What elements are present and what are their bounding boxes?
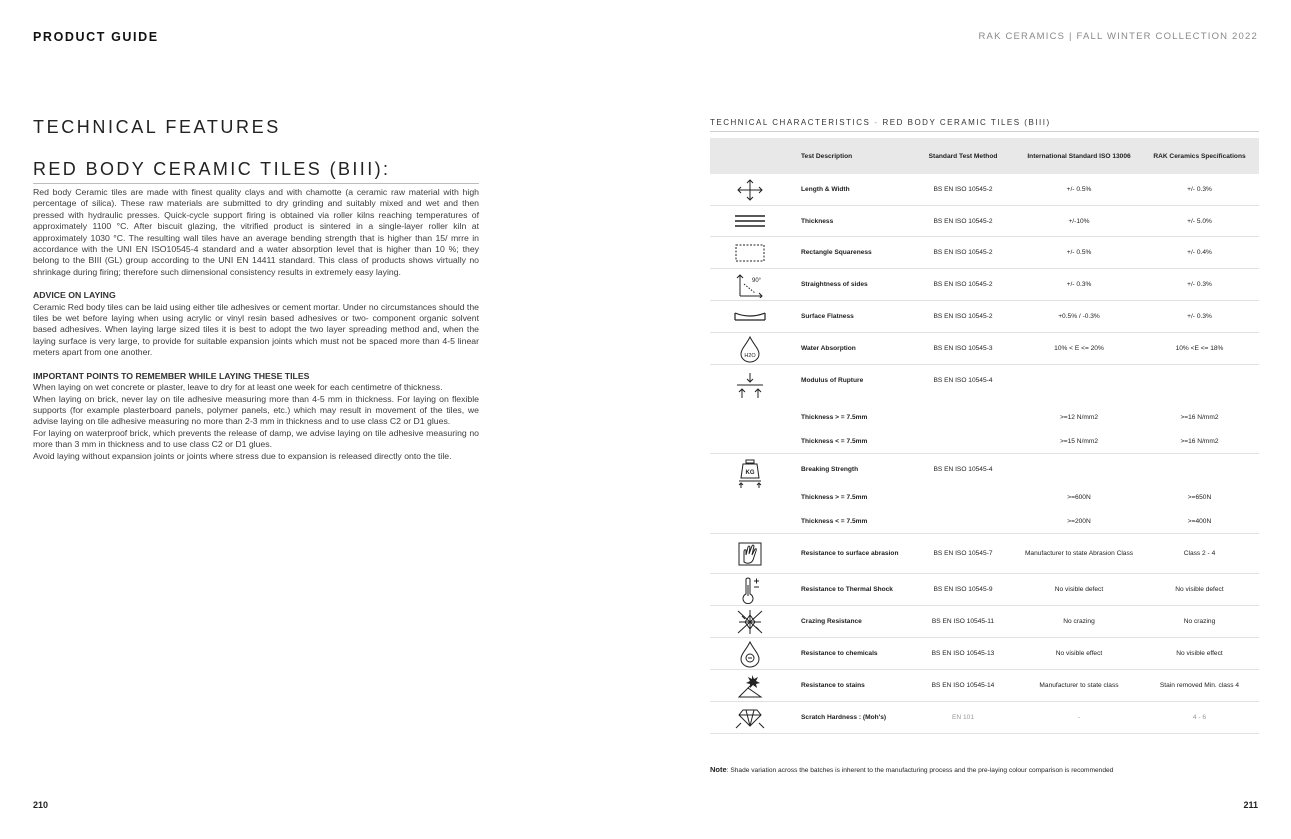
row-method: BS EN ISO 10545-2 <box>933 186 993 193</box>
row-desc: Resistance to surface abrasion <box>801 550 899 557</box>
angle-90-icon <box>710 272 790 298</box>
row-rak: +/- 0.3% <box>1187 313 1212 320</box>
row-method: BS EN ISO 10545-2 <box>933 281 993 288</box>
table-row <box>710 269 1259 301</box>
row-intl: +0.5% / -0.3% <box>1058 313 1100 320</box>
row-desc: Crazing Resistance <box>801 618 862 625</box>
row-intl: >=12 N/mm2 <box>1059 413 1099 421</box>
row-rak: +/- 5.0% <box>1187 217 1212 225</box>
table-row <box>710 574 1259 606</box>
table-title <box>710 118 1051 127</box>
spacer <box>790 396 1259 405</box>
table-row <box>710 333 1259 365</box>
table-row <box>790 365 1259 396</box>
row-desc: Scratch Hardness : (Moh's) <box>801 714 887 721</box>
table-row <box>790 509 1259 533</box>
row-method: EN 101 <box>952 714 974 721</box>
point-item: When laying on wet concrete or plaster, leave to dry for at least one week for each centimetre of thickness. <box>33 382 443 393</box>
row-method: BS EN ISO 10545-2 <box>933 249 993 256</box>
section-title: TECHNICAL FEATURES <box>33 117 281 137</box>
weight-label: KG <box>745 470 755 476</box>
row-rak: 10% <E <= 18% <box>1175 345 1224 352</box>
table-title-left: TECHNICAL CHARACTERISTICS <box>710 118 871 127</box>
table-row <box>710 174 1259 206</box>
row-desc: Water Absorption <box>801 345 856 352</box>
row-desc: Straightness of sides <box>801 281 868 288</box>
rupture-arrows-icon <box>710 365 790 453</box>
point-item: For laying on waterproof brick, which prevents the release of damp, we advise laying on tile adhesive measuring no more than 3 mm in thickness and to use class C2 or D1 glues. <box>33 427 479 450</box>
row-desc: Length & Width <box>801 186 850 193</box>
dashed-rectangle-icon <box>710 244 790 262</box>
chemical-drop-icon <box>710 640 790 668</box>
row-intl: No visible effect <box>1055 650 1103 657</box>
row-intl: +/- 0.3% <box>1066 281 1092 288</box>
technical-table <box>710 138 1259 734</box>
row-rak: +/- 0.3% <box>1187 186 1212 193</box>
header-product-guide: PRODUCT GUIDE <box>33 30 159 44</box>
table-title-separator: - <box>874 118 879 127</box>
advice-heading: ADVICE ON LAYING <box>33 290 116 301</box>
crazing-icon <box>710 609 790 635</box>
table-row <box>710 237 1259 269</box>
divider <box>710 131 1259 132</box>
arrows-cross-icon <box>710 179 790 201</box>
row-rak: No visible defect <box>1175 586 1224 593</box>
thickness-lines-icon <box>710 214 790 228</box>
row-intl: >=200N <box>1067 517 1091 525</box>
row-rak: No visible effect <box>1176 650 1223 657</box>
table-row <box>710 534 1259 574</box>
table-row-group <box>710 365 1259 454</box>
row-intl: 10% < E <= 20% <box>1054 345 1104 352</box>
note-label: Note <box>710 765 727 774</box>
row-desc: Surface Flatness <box>801 313 854 320</box>
table-row <box>710 670 1259 702</box>
point-item: Avoid laying without expansion joints or joints where stress due to expansion is released directly onto the tile. <box>33 450 452 461</box>
stain-splash-icon <box>710 673 790 699</box>
table-header-row <box>710 138 1259 174</box>
row-intl: >=15 N/mm2 <box>1059 437 1099 445</box>
row-method: BS EN ISO 10545-2 <box>933 313 993 320</box>
water-label: H2O <box>744 352 756 359</box>
row-intl: - <box>1077 714 1081 721</box>
point-item: When laying on brick, never lay on tile adhesive measuring more than 4-5 mm in thickness. For laying on flexible supports (for example plasterboard panels, polymer panels, etc.) which may result in movement of the tiles, we advise laying on tile adhesive measuring no more than 2-3 mm in thickness and to use class C2 or D1 glues. <box>33 393 479 427</box>
row-desc: Thickness <box>801 217 834 225</box>
table-row <box>710 606 1259 638</box>
row-rak: >=16 N/mm2 <box>1180 413 1219 421</box>
row-method: BS EN ISO 10545-13 <box>931 650 995 657</box>
row-desc: Thickness > = 7.5mm <box>801 413 868 421</box>
row-intl: Manufacturer to state class <box>1039 682 1119 689</box>
row-desc: Rectangle Squareness <box>801 249 872 256</box>
rupture-content <box>790 365 1259 453</box>
table-row <box>710 301 1259 333</box>
row-method: BS EN ISO 10545-11 <box>931 618 995 625</box>
table-row <box>790 405 1259 429</box>
row-desc: Resistance to Thermal Shock <box>801 586 893 593</box>
row-rak: Class 2 - 4 <box>1183 550 1216 557</box>
intro-paragraph: Red body Ceramic tiles are made with finest quality clays and with chamotte (a ceramic raw material with high percentage of silica). These raw materials are submitted to dry grinding and suitably mixed and wet and then pressed with hydraulic presses. Quick-cycle support firing is obtained via roller kilns reaching temperatures of approximately 1100 °C. After biscuit glazing, the vitrified product is sintered in a single-layer roller kiln at approximately 1030 °C. The resulting wall tiles have an average bending strength that is higher than 15/ mrre in accordance with the UNI EN ISO10545-4 standard and a water absorption level that is higher than 10 %; they belong to the BIII (GL) group according to the UNI EN 14411 standard. This class of products shows virtually no shrinkage during firing; therefore such dimensional consistency results in extremely easy laying. <box>33 187 479 277</box>
water-drop-icon <box>710 335 790 363</box>
advice-paragraph: Ceramic Red body tiles can be laid using either tile adhesives or cement mortar. Under no circumstances should the tiles be wet before laying when using acrylic or vinyl resin based adhesives or two- component organic solvent based adhesives. When laying large sized tiles it is best to adopt the two layer spreading method and, when the laying surface is very large, to provide for suitable expansion joints which must not be spaced more than 4-5 linear meters apart from one another. <box>33 301 479 358</box>
col-header-rak: RAK Ceramics Specifications <box>1153 152 1246 160</box>
row-method: BS EN ISO 10545-9 <box>933 586 993 593</box>
row-desc: Breaking Strength <box>801 466 859 473</box>
row-method: BS EN ISO 10545-7 <box>933 550 993 557</box>
row-intl: +/- 0.5% <box>1066 186 1092 193</box>
row-desc: Modulus of Rupture <box>801 377 864 384</box>
row-rak: Stain removed Min. class 4 <box>1159 682 1240 689</box>
row-desc: Thickness < = 7.5mm <box>801 437 868 445</box>
row-intl: No visible defect <box>1054 586 1104 593</box>
col-header-method: Standard Test Method <box>928 152 998 160</box>
hand-abrasion-icon <box>710 540 790 568</box>
table-row <box>790 485 1259 509</box>
table-row <box>710 206 1259 237</box>
row-rak: +/- 0.3% <box>1187 281 1212 288</box>
row-method: BS EN ISO 10545-4 <box>933 466 993 473</box>
page-number-right: 211 <box>1243 800 1258 810</box>
row-intl: >=600N <box>1067 493 1091 501</box>
col-header-intl: International Standard ISO 13006 <box>1027 152 1131 160</box>
subtitle: RED BODY CERAMIC TILES (BIII): <box>33 159 479 184</box>
row-rak: 4 - 6 <box>1192 714 1207 721</box>
row-rak: No crazing <box>1183 618 1216 625</box>
row-intl: +/-10% <box>1068 217 1090 225</box>
row-intl: +/- 0.5% <box>1066 249 1092 256</box>
table-row <box>790 429 1259 453</box>
table-title-right: RED BODY CERAMIC TILES (BIII) <box>882 118 1051 127</box>
angle-label: 90° <box>752 277 762 284</box>
row-rak: >=16 N/mm2 <box>1180 437 1219 445</box>
page-number-left: 210 <box>33 800 49 810</box>
row-method: BS EN ISO 10545-2 <box>933 217 993 225</box>
row-desc: Thickness > = 7.5mm <box>801 493 868 501</box>
table-row <box>790 454 1259 485</box>
row-intl: Manufacturer to state Abrasion Class <box>1024 550 1134 557</box>
table-row <box>710 638 1259 670</box>
thermometer-icon <box>710 576 790 604</box>
weight-kg-icon <box>710 454 790 533</box>
row-method: BS EN ISO 10545-3 <box>933 345 993 352</box>
breaking-content <box>790 454 1259 533</box>
row-desc: Resistance to stains <box>801 682 865 689</box>
row-rak: >=650N <box>1187 493 1212 501</box>
left-body <box>33 187 479 462</box>
row-method: BS EN ISO 10545-14 <box>931 682 995 689</box>
row-desc: Thickness < = 7.5mm <box>801 517 868 525</box>
row-desc: Resistance to chemicals <box>801 650 878 657</box>
table-row <box>710 702 1259 734</box>
header-collection: RAK CERAMICS | FALL WINTER COLLECTION 2022 <box>978 31 1258 42</box>
row-rak: +/- 0.4% <box>1187 249 1212 256</box>
note <box>710 765 1113 774</box>
points-heading: IMPORTANT POINTS TO REMEMBER WHILE LAYING THESE TILES <box>33 370 310 381</box>
table-row-group <box>710 454 1259 534</box>
diamond-icon <box>710 707 790 729</box>
row-rak: >=400N <box>1187 517 1212 525</box>
col-header-desc: Test Description <box>801 152 853 160</box>
row-method: BS EN ISO 10545-4 <box>933 377 993 384</box>
row-intl: No crazing <box>1063 618 1095 625</box>
note-text: : Shade variation across the batches is inherent to the manufacturing process and the pre-laying colour comparison is recommended <box>726 767 1114 774</box>
curved-surface-icon <box>710 311 790 323</box>
